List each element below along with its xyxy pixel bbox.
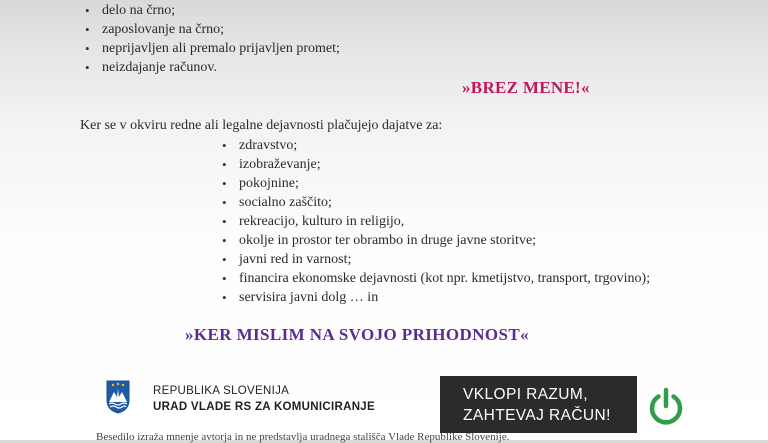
list-item: • neprijavljen ali premalo prijavljen promet; — [85, 39, 340, 58]
list-item: • socialno zaščito; — [222, 193, 650, 212]
slogan-prihodnost: »KER MISLIM NA SVOJO PRIHODNOST« — [185, 325, 530, 344]
tax-purposes-list — [222, 136, 650, 307]
power-icon — [646, 387, 686, 427]
logo-line-office: URAD VLADE RS ZA KOMUNICIRANJE — [153, 401, 375, 413]
government-office-logo — [106, 380, 375, 415]
top-bullet-list — [85, 1, 340, 77]
logo-line-republic: REPUBLIKA SLOVENIJA — [153, 385, 290, 397]
list-item: • zdravstvo; — [222, 136, 650, 155]
list-item: • servisira javni dolg … in — [222, 288, 650, 307]
campaign-badge — [440, 376, 637, 433]
list-item: • okolje in prostor ter obrambo in druge javne storitve; — [222, 231, 650, 250]
slovenia-coat-of-arms-icon — [106, 380, 130, 414]
list-item: • zaposlovanje na črno; — [85, 20, 340, 39]
list-item: • neizdajanje računov. — [85, 58, 340, 77]
badge-line-1: VKLOPI RAZUM, — [463, 385, 588, 403]
list-item: • rekreacijo, kulturo in religijo, — [222, 212, 650, 231]
disclaimer-footer: Besedilo izraža mnenje avtorja in ne predstavlja uradnega stališča Vlade Republike Slovenije. — [96, 431, 510, 443]
list-item: • pokojnine; — [222, 174, 650, 193]
list-item: • javni red in varnost; — [222, 250, 650, 269]
intro-paragraph: Ker se v okviru redne ali legalne dejavnosti plačujejo dajatve za: — [80, 118, 443, 133]
list-item: • financira ekonomske dejavnosti (kot npr. kmetijstvo, transport, trgovino); — [222, 269, 650, 288]
slogan-brez-mene: »BREZ MENE!« — [462, 78, 590, 97]
list-item: • izobraževanje; — [222, 155, 650, 174]
badge-line-2: ZAHTEVAJ RAČUN! — [463, 406, 611, 424]
list-item: • delo na črno; — [85, 1, 340, 20]
